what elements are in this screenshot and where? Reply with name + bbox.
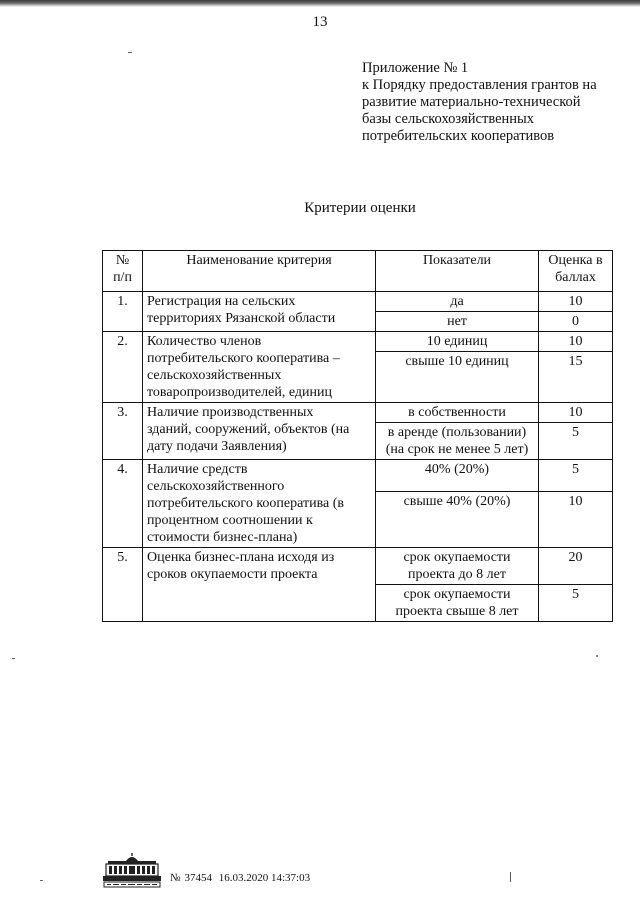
registration-stamp xyxy=(170,872,314,884)
criterion-name xyxy=(143,460,376,548)
score-cell: 15 xyxy=(539,352,613,403)
criterion-name xyxy=(143,403,376,460)
indicator-cell xyxy=(376,585,539,622)
indicator-line: (на срок не менее 5 лет) xyxy=(385,442,529,457)
table-row xyxy=(103,403,613,423)
table-row xyxy=(103,292,613,312)
score-cell: 5 xyxy=(539,423,613,460)
criterion-line: Регистрация на сельских xyxy=(147,294,296,309)
registration-datetime: 16.03.2020 14:37:03 xyxy=(218,872,311,884)
score-cell: 5 xyxy=(539,460,613,492)
registration-number: 37454 xyxy=(184,872,212,884)
indicator-cell xyxy=(376,312,539,332)
page-number: 13 xyxy=(312,14,328,30)
row-number: 3. xyxy=(103,403,143,460)
indicator-line: проекта до 8 лет xyxy=(408,567,506,582)
government-building-logo-icon xyxy=(100,852,164,888)
indicator-line: 40% (20%) xyxy=(424,462,490,477)
criterion-line: Оценка бизнес-плана исходя из xyxy=(147,550,335,565)
indicator-line: проекта свыше 8 лет xyxy=(395,604,519,619)
score-cell: 10 xyxy=(539,403,613,423)
scan-speck xyxy=(40,880,43,881)
indicator-line: да xyxy=(450,294,464,309)
criterion-line: процентном соотношении к xyxy=(147,513,313,528)
indicator-line: срок окупаемости xyxy=(403,587,511,602)
criterion-line: зданий, сооружений, объектов (на xyxy=(147,422,350,437)
criterion-line: товаропроизводителей, единиц xyxy=(147,385,332,400)
scan-speck xyxy=(596,655,598,657)
indicator-line: срок окупаемости xyxy=(403,550,511,565)
criterion-line: сроков окупаемости проекта xyxy=(147,567,318,582)
indicator-line: в аренде (пользовании) xyxy=(387,425,527,440)
criterion-line: стоимости бизнес-плана) xyxy=(147,530,298,545)
header-num xyxy=(103,251,143,292)
score-cell: 20 xyxy=(539,548,613,585)
appendix-line: Приложение № 1 xyxy=(362,60,469,76)
score-cell: 0 xyxy=(539,312,613,332)
header-num-line: п/п xyxy=(113,270,132,285)
criterion-line: потребительского кооператива – xyxy=(147,351,340,366)
score-cell: 10 xyxy=(539,332,613,352)
row-number: 2. xyxy=(103,332,143,403)
indicator-cell xyxy=(376,292,539,312)
appendix-line: развитие материально-технической xyxy=(362,94,581,110)
criterion-line: Наличие производственных xyxy=(147,405,314,420)
row-number: 4. xyxy=(103,460,143,548)
criterion-line: Наличие средств xyxy=(147,462,248,477)
criterion-name xyxy=(143,548,376,622)
appendix-line: базы сельскохозяйственных xyxy=(362,111,535,127)
header-score-line: Оценка в xyxy=(548,253,603,268)
appendix-line: к Порядку предоставления грантов на xyxy=(362,77,597,93)
appendix-heading xyxy=(362,60,632,145)
header-score xyxy=(539,251,613,292)
indicator-line: нет xyxy=(447,314,467,329)
score-cell: 10 xyxy=(539,292,613,312)
score-cell: 5 xyxy=(539,585,613,622)
score-cell: 10 xyxy=(539,492,613,548)
header-num-line: № xyxy=(115,253,130,268)
table-row xyxy=(103,460,613,492)
criterion-line: Количество членов xyxy=(147,334,262,349)
indicator-line: свыше 40% (20%) xyxy=(403,494,511,510)
criterion-line: сельскохозяйственных xyxy=(147,368,282,383)
table-header-row xyxy=(103,251,613,292)
indicator-cell xyxy=(376,352,539,403)
criteria-table xyxy=(102,250,613,622)
criterion-name xyxy=(143,332,376,403)
criterion-line: дату подачи Заявления) xyxy=(147,439,287,454)
header-indicators: Показатели xyxy=(376,251,539,292)
indicator-cell xyxy=(376,332,539,352)
document-title: Критерии оценки xyxy=(304,200,416,216)
indicator-line: 10 единиц xyxy=(426,334,488,349)
indicator-line: свыше 10 единиц xyxy=(405,354,509,369)
criterion-line: потребительского кооператива (в xyxy=(147,496,344,511)
table-row xyxy=(103,332,613,352)
registration-footer xyxy=(100,852,340,892)
appendix-line: потребительских кооперативов xyxy=(362,128,555,144)
row-number: 5. xyxy=(103,548,143,622)
indicator-cell xyxy=(376,548,539,585)
indicator-cell xyxy=(376,403,539,423)
indicator-cell xyxy=(376,492,539,548)
scan-speck xyxy=(12,658,15,659)
indicator-cell xyxy=(376,423,539,460)
registration-number-label: № xyxy=(170,872,181,884)
scan-speck xyxy=(510,872,511,882)
row-number: 1. xyxy=(103,292,143,332)
criterion-line: территориях Рязанской области xyxy=(147,311,336,326)
scan-speck xyxy=(128,52,132,53)
indicator-line: в собственности xyxy=(408,405,506,420)
indicator-cell xyxy=(376,460,539,492)
table-row xyxy=(103,548,613,585)
header-name: Наименование критерия xyxy=(143,251,376,292)
scan-top-edge xyxy=(0,0,640,7)
criterion-name xyxy=(143,292,376,332)
header-score-line: баллах xyxy=(555,270,596,285)
criterion-line: сельскохозяйственного xyxy=(147,479,285,494)
